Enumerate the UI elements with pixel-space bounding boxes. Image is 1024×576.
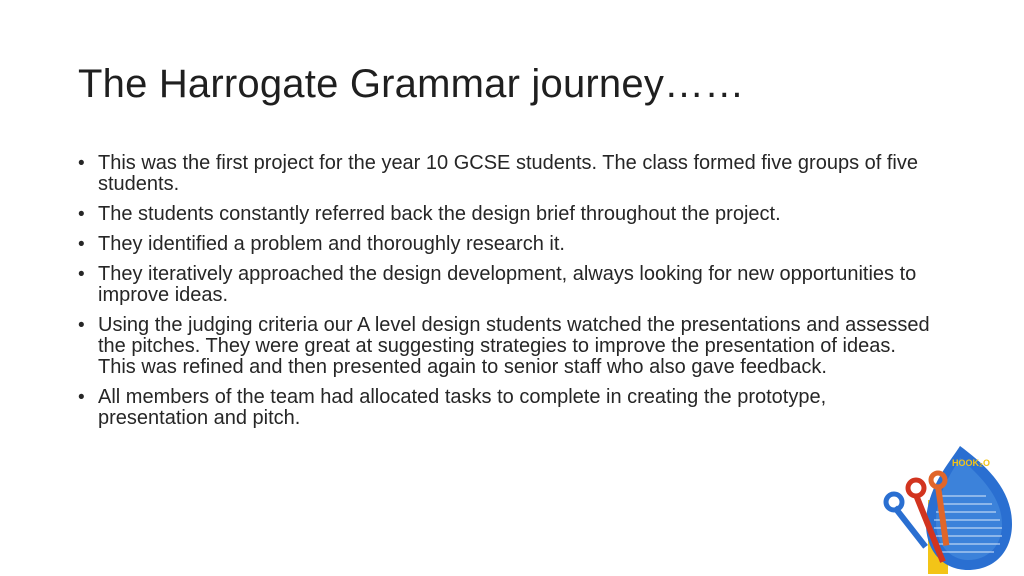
bullet-item — [76, 264, 936, 306]
bullet-marker: • — [78, 204, 85, 225]
slide-title: The Harrogate Grammar journey…… — [78, 62, 745, 106]
bullet-item — [76, 153, 936, 195]
red-key-ring — [908, 480, 924, 496]
bullet-item — [76, 204, 936, 225]
bullet-text: The students constantly referred back the design brief throughout the project. — [98, 203, 781, 225]
bullet-item — [76, 315, 936, 378]
bullet-text: Using the judging criteria our A level design students watched the presentations and assessed the pitches. They were great at suggesting strategies to improve the presentation of ideas. This was refined and then presented again to senior staff who also gave feedback. — [98, 314, 930, 378]
bullet-marker: • — [78, 153, 85, 174]
bullet-text: They iteratively approached the design development, always looking for new opportunities to improve ideas. — [98, 263, 917, 306]
bullet-item — [76, 387, 936, 429]
blue-key-ring — [886, 494, 902, 510]
bullet-marker: • — [78, 264, 85, 285]
bullet-list — [76, 153, 936, 438]
bullet-text: They identified a problem and thoroughly research it. — [98, 233, 565, 255]
bullet-marker: • — [78, 234, 85, 255]
bullet-text: This was the first project for the year 10 GCSE students. The class formed five groups of five students. — [98, 152, 918, 195]
hook-logo-text: HOOK₂O — [952, 458, 990, 468]
bullet-item — [76, 234, 936, 255]
bullet-marker: • — [78, 387, 85, 408]
bullet-marker: • — [78, 315, 85, 336]
bullet-text: All members of the team had allocated tasks to complete in creating the prototype, presentation and pitch. — [98, 386, 827, 429]
hook-water-drop-logo — [876, 440, 1022, 574]
